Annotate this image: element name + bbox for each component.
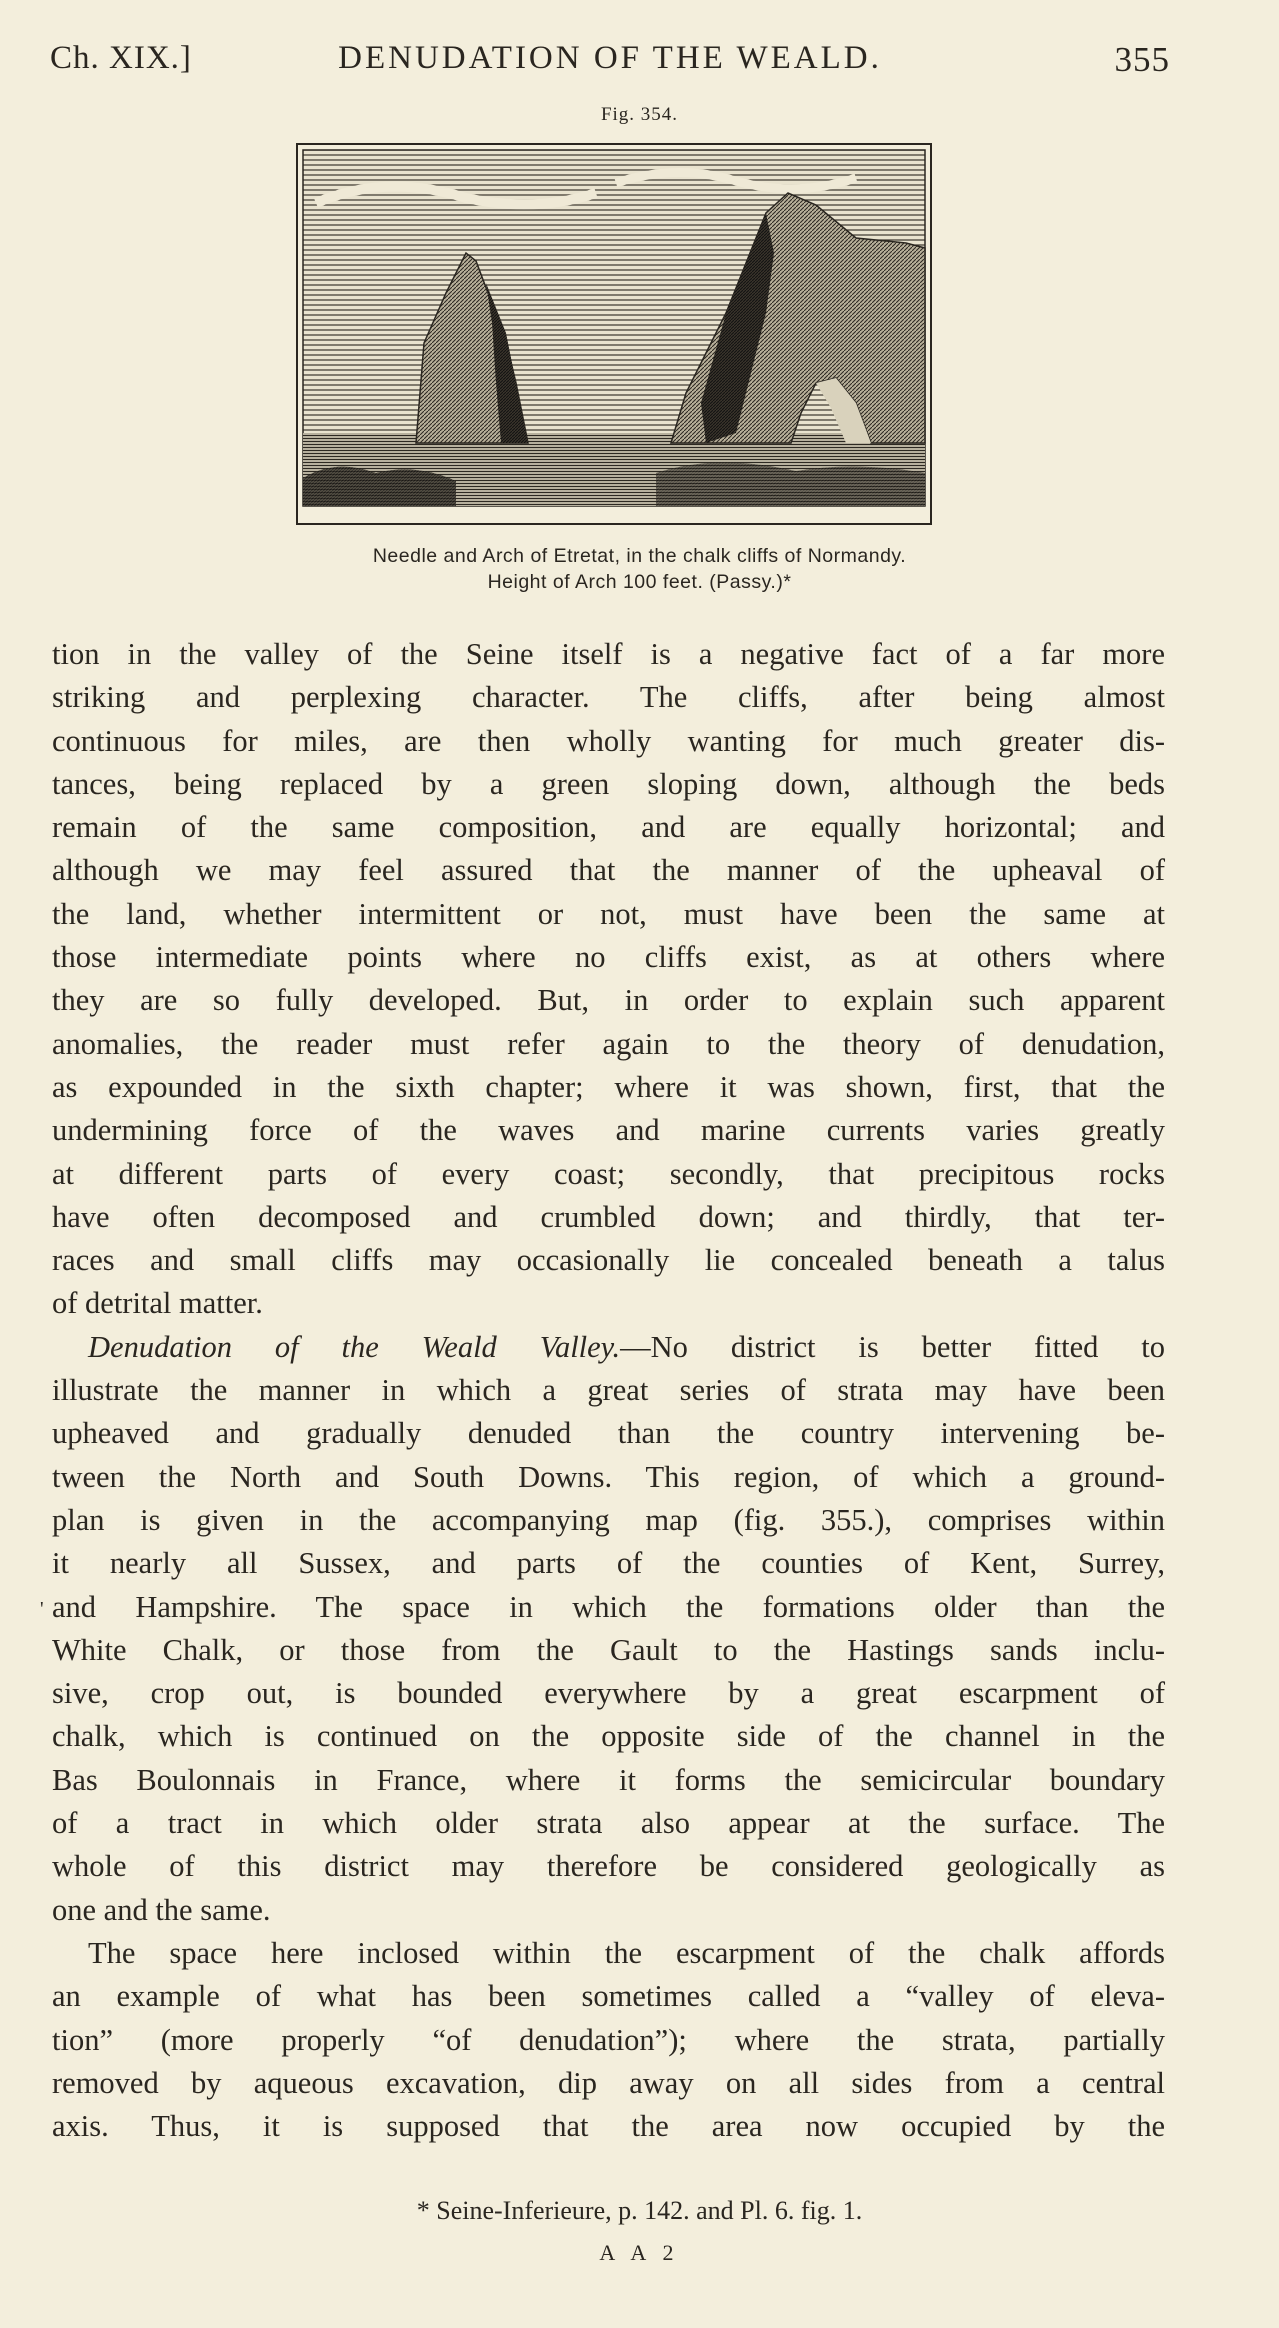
- text-line: undermining force of the waves and marine currents varies greatly: [52, 1113, 1165, 1148]
- text-line: White Chalk, or those from the Gault to the Hastings sands inclu-: [52, 1632, 1165, 1667]
- margin-mark: ': [40, 1598, 44, 1620]
- text-line: an example of what has been sometimes called a “valley of eleva-: [52, 1979, 1165, 2014]
- figure-caption: [0, 543, 1279, 595]
- text-line: the land, whether intermittent or not, must have been the same at: [52, 896, 1165, 931]
- section-heading: Denudation of the Weald Valley.: [88, 1329, 621, 1364]
- text-line: it nearly all Sussex, and parts of the counties of Kent, Surrey,: [52, 1546, 1165, 1581]
- text-line: tances, being replaced by a green sloping down, although the beds: [52, 766, 1165, 801]
- footnote: * Seine-Inferieure, p. 142. and Pl. 6. fig. 1.: [416, 2196, 863, 2225]
- chapter-reference: Ch. XIX.]: [50, 40, 192, 76]
- text-line: they are so fully developed. But, in order to explain such apparent: [52, 983, 1165, 1018]
- text-line: whole of this district may therefore be considered geologically as: [52, 1849, 1165, 1884]
- figure-engraving: [296, 143, 932, 525]
- text-line: races and small cliffs may occasionally lie concealed beneath a talus: [52, 1243, 1165, 1278]
- etretat-engraving-illustration: [296, 143, 932, 525]
- text-line: illustrate the manner in which a great series of strata may have been: [52, 1373, 1165, 1408]
- text-line: tion” (more properly “of denudation”); where the strata, partially: [52, 2022, 1165, 2057]
- text-line: as expounded in the sixth chapter; where it was shown, first, that the: [52, 1069, 1165, 1104]
- printer-signature: A A 2: [599, 2240, 680, 2265]
- text-line: and Hampshire. The space in which the formations older than the: [52, 1589, 1165, 1624]
- text-line: at different parts of every coast; secondly, that precipitous rocks: [52, 1156, 1165, 1191]
- caption-line: Height of Arch 100 feet. (Passy.)*: [487, 571, 792, 593]
- text-line: tween the North and South Downs. This region, of which a ground-: [52, 1459, 1165, 1494]
- text-line: one and the same.: [52, 1892, 271, 1927]
- text-line: anomalies, the reader must refer again to the theory of denudation,: [52, 1026, 1165, 1061]
- text-line: have often decomposed and crumbled down; and thirdly, that ter-: [52, 1199, 1165, 1234]
- text-line: upheaved and gradually denuded than the country intervening be-: [52, 1416, 1165, 1451]
- text-line: plan is given in the accompanying map (fig. 355.), comprises within: [52, 1502, 1165, 1537]
- text-line: The space here inclosed within the escarpment of the chalk affords: [88, 1935, 1165, 1970]
- section-line-text: —No district is better fitted to: [620, 1329, 1165, 1364]
- text-line: although we may feel assured that the manner of the upheaval of: [52, 853, 1165, 888]
- page-number: 355: [1114, 40, 1170, 79]
- body-text: [52, 633, 1165, 2148]
- text-line: Bas Boulonnais in France, where it forms the semicircular boundary: [52, 1762, 1165, 1797]
- figure-label: Fig. 354.: [600, 104, 679, 125]
- running-title: DENUDATION OF THE WEALD.: [338, 40, 882, 76]
- text-line: striking and perplexing character. The cliffs, after being almost: [52, 680, 1165, 715]
- text-line: tion in the valley of the Seine itself is a negative fact of a far more: [52, 637, 1165, 671]
- text-line: chalk, which is continued on the opposite side of the channel in the: [52, 1719, 1165, 1754]
- section-first-line: [52, 1326, 1165, 1369]
- text-line: continuous for miles, are then wholly wanting for much greater dis-: [52, 723, 1165, 758]
- caption-line: Needle and Arch of Etretat, in the chalk cliffs of Normandy.: [372, 545, 907, 567]
- text-line: of detrital matter.: [52, 1286, 263, 1321]
- text-line: removed by aqueous excavation, dip away on all sides from a central: [52, 2065, 1165, 2100]
- text-line: axis. Thus, it is supposed that the area now occupied by the: [52, 2109, 1165, 2144]
- text-line: of a tract in which older strata also appear at the surface. The: [52, 1806, 1165, 1841]
- text-line: those intermediate points where no cliffs exist, as at others where: [52, 940, 1165, 975]
- text-line: remain of the same composition, and are equally horizontal; and: [52, 810, 1165, 845]
- running-head: [50, 40, 1170, 84]
- text-line: sive, crop out, is bounded everywhere by a great escarpment of: [52, 1676, 1165, 1711]
